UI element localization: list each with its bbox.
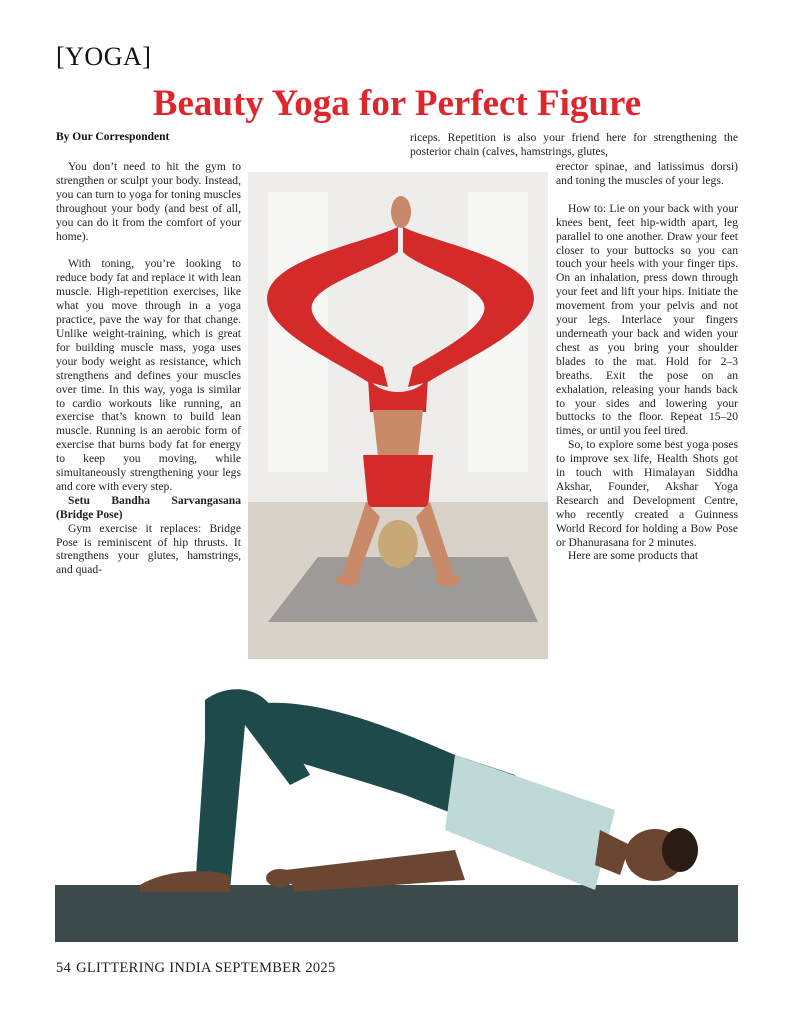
bridge-pose-photo	[55, 680, 738, 945]
paragraph-muscles: erector spinae, and latissimus dorsi) and toning the muscles of your legs.	[556, 160, 738, 187]
publication-name: GLITTERING INDIA SEPTEMBER 2025	[76, 960, 336, 976]
paragraph-how-to: How to: Lie on your back with your knees bent, feet hip-width apart, leg parallel to one another. Draw your feet closer to your buttocks so you can touch your heels with your finger tips. On an inhalation, press down through your feet and lift your hips. Initiate the movement from your pelvis and not your legs. Interlace your fingers underneath your back and widen your chest as you bring your shoulder blades to the mat. Hold for 2–3 breaths. Exit the pose on an exhalation, releasing your hands back to your sides and lowering your buttocks to the floor. Repeat 15–20 times, or until you feel tired.	[556, 201, 738, 438]
section-tag: [YOGA]	[56, 42, 152, 71]
pose-subheading: Setu Bandha Sarvangasana (Bridge Pose)	[56, 493, 241, 521]
paragraph-intro: You don’t need to hit the gym to strengthen or sculpt your body. Instead, you can turn to yoga for toning muscles throughout your body (and best of all, you can do it from the comfort of your home).	[56, 160, 241, 243]
page-footer	[56, 960, 336, 977]
paragraph-products: Here are some products that	[568, 549, 699, 563]
page-title: Beauty Yoga for Perfect Figure	[152, 83, 642, 124]
article-column-2-top: riceps. Repetition is also your friend here for strengthening the posterior chain (calves, hamstrings, glutes,	[410, 131, 738, 158]
headstand-pose-photo	[248, 172, 548, 659]
bridge-illustration	[55, 680, 738, 945]
headstand-illustration	[248, 172, 548, 659]
article-column-3	[556, 160, 738, 563]
page-number: 54	[56, 960, 72, 976]
paragraph-toning: With toning, you’re looking to reduce body fat and replace it with lean muscle. High-repetition exercises, like what you move through in a yoga practice, pave the way for that change. Unlike weight-training, which is great for building muscle mass, yoga uses your body weight as resistance, which strengthens and defines your muscles over time. In this way, yoga is similar to cardio workouts like running, an exercise that’s known to build lean muscle. Running is an aerobic form of exercise that burns body fat for energy to keep you moving, while simultaneously strengthening your legs and core with every step.	[56, 257, 241, 493]
byline: By Our Correspondent	[56, 131, 170, 143]
article-column-1	[56, 160, 241, 577]
paragraph-bridge: Gym exercise it replaces: Bridge Pose is reminiscent of hip thrusts. It strengthens your glutes, hamstrings, and quad-	[56, 521, 241, 577]
paragraph-explore: So, to explore some best yoga poses to improve sex life, Health Shots got in touch with Himalayan Siddha Akshar, Founder, Akshar Yoga Research and Development Centre, who recently created a Guinness World Record for holding a Bow Pose or Dhanurasana for 2 minutes.	[556, 438, 738, 549]
